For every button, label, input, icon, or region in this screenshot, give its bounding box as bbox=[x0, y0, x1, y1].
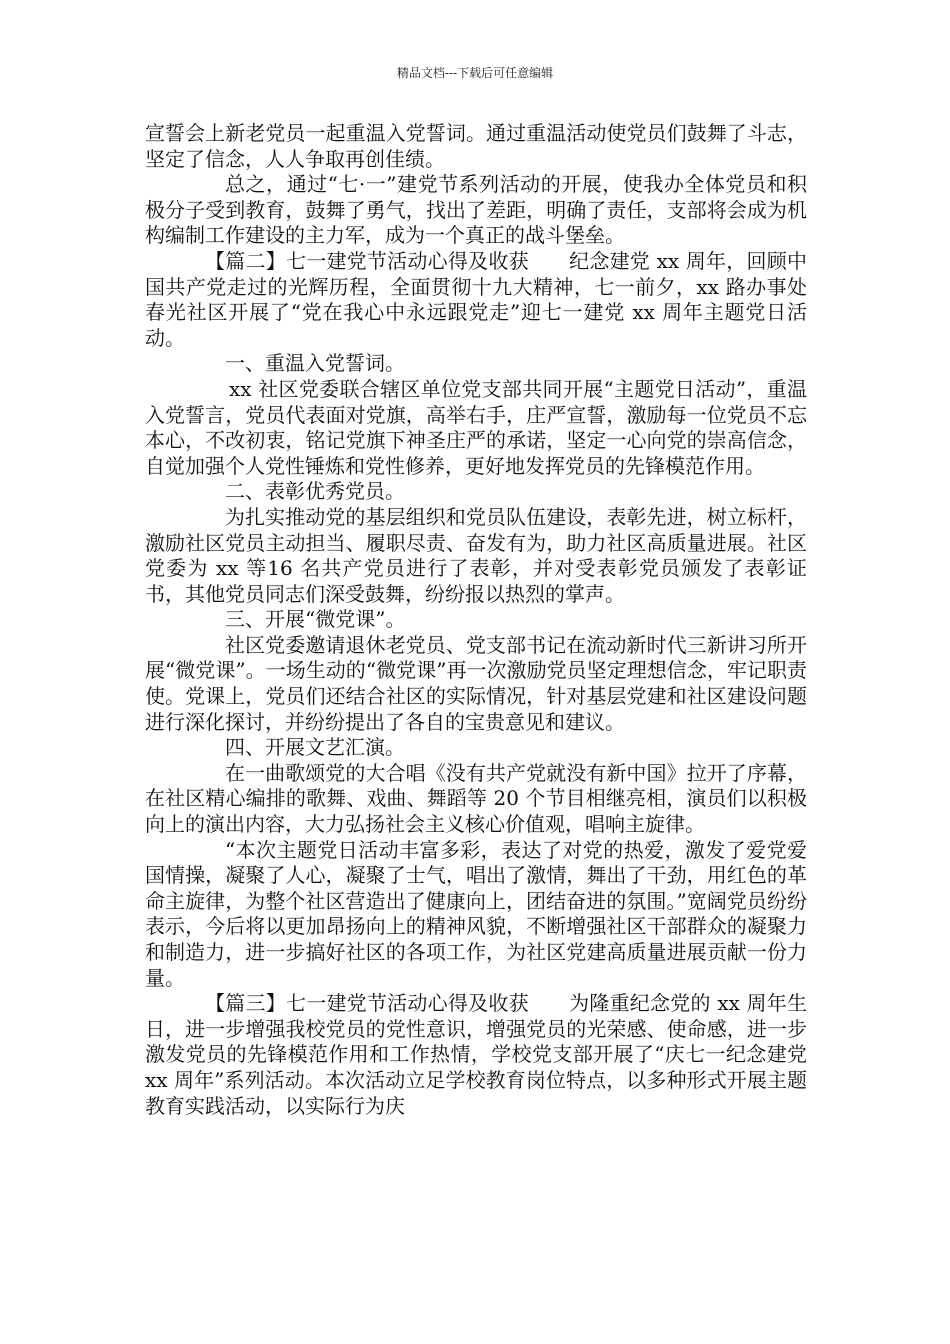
section-heading: 【篇三】七一建党节活动心得及收获 bbox=[205, 991, 529, 1016]
paragraph: xx 社区党委联合辖区单位党支部共同开展“主题党日活动”，重温入党誓言，党员代表面对党旗，高举右手，庄严宣誓，激励每一位党员不忘本心，不改初衷，铭记党旗下神圣庄严的承诺，坚定一心向党的崇高信念，自觉加强个人党性锤炼和党性修养，更好地发挥党员的先锋模范作用。 bbox=[145, 376, 807, 478]
paragraph: 社区党委邀请退休老党员、党支部书记在流动新时代三新讲习所开展“微党课”。一场生动的“微党课”再一次激励党员坚定理想信念，牢记职责使。党课上，党员们还结合社区的实际情况，针对基层党建和社区建设问题进行深化探讨，并纷纷提出了各自的宝贵意见和建议。 bbox=[145, 632, 807, 734]
paragraph: 总之，通过“七·一”建党节系列活动的开展，使我办全体党员和积极分子受到教育，鼓舞了勇气，找出了差距，明确了责任，支部将会成为机构编制工作建设的主力军，成为一个真正的战斗堡垒。 bbox=[145, 172, 807, 248]
document-body bbox=[145, 121, 807, 1119]
subheading: 一、重温入党誓词。 bbox=[225, 351, 405, 376]
section-paragraph bbox=[145, 991, 807, 1119]
subheading: 二、表彰优秀党员。 bbox=[225, 479, 405, 504]
paragraph: “本次主题党日活动丰富多彩，表达了对党的热爱，激发了爱党爱国情操，凝聚了人心，凝聚了士气，唱出了激情，舞出了干劲，用红色的革命主旋律，为整个社区营造出了健康向上，团结奋进的氛围。”宽阔党员纷纷表示，今后将以更加昂扬向上的精神风貌，不断增强社区干部群众的凝聚力和制造力，进一步搞好社区的各项工作，为社区党建高质量进展贡献一份力量。 bbox=[145, 837, 807, 990]
paragraph: 为扎实推动党的基层组织和党员队伍建设，表彰先进，树立标杆，激励社区党员主动担当、履职尽责、奋发有为，助力社区高质量进展。社区党委为 xx 等16 名共产党员进行了表彰，并对受表彰党员颁发了表彰证书，其他党员同志们深受鼓舞，纷纷报以热烈的掌声。 bbox=[145, 504, 807, 606]
subheading: 四、开展文艺汇演。 bbox=[225, 735, 405, 760]
paragraph: 在一曲歌颂党的大合唱《没有共产党就没有新中国》拉开了序幕，在社区精心编排的歌舞、戏曲、舞蹈等 20 个节目相继亮相，演员们以积极向上的演出内容，大力弘扬社会主义核心价值观，唱响主旋律。 bbox=[145, 760, 807, 837]
page-header: 精品文档---下载后可任意编辑 bbox=[396, 66, 554, 80]
section-text: 纪念建党 xx 周年，回顾中国共产党走过的光辉历程，全面贯彻十九大精神，七一前夕，xx 路办事处春光社区开展了“党在我心中永远跟党走”迎七一建党 xx 周年主题党日活动。 bbox=[145, 248, 807, 350]
section-text: 为隆重纪念党的 xx 周年生日，进一步增强我校党员的党性意识，增强党员的光荣感、使命感，进一步激发党员的先锋模范作用和工作热情，学校党支部开展了“庆七一纪念建党 xx 周年”系列活动。本次活动立足学校教育岗位特点，以多种形式开展主题教育实践活动，以实际行为庆 bbox=[145, 991, 807, 1118]
section-paragraph bbox=[145, 249, 807, 351]
subheading: 三、开展“微党课”。 bbox=[225, 607, 406, 632]
section-heading: 【篇二】七一建党节活动心得及收获 bbox=[205, 248, 529, 273]
paragraph: 宣誓会上新老党员一起重温入党誓词。通过重温活动使党员们鼓舞了斗志，坚定了信念，人人争取再创佳绩。 bbox=[145, 121, 807, 171]
